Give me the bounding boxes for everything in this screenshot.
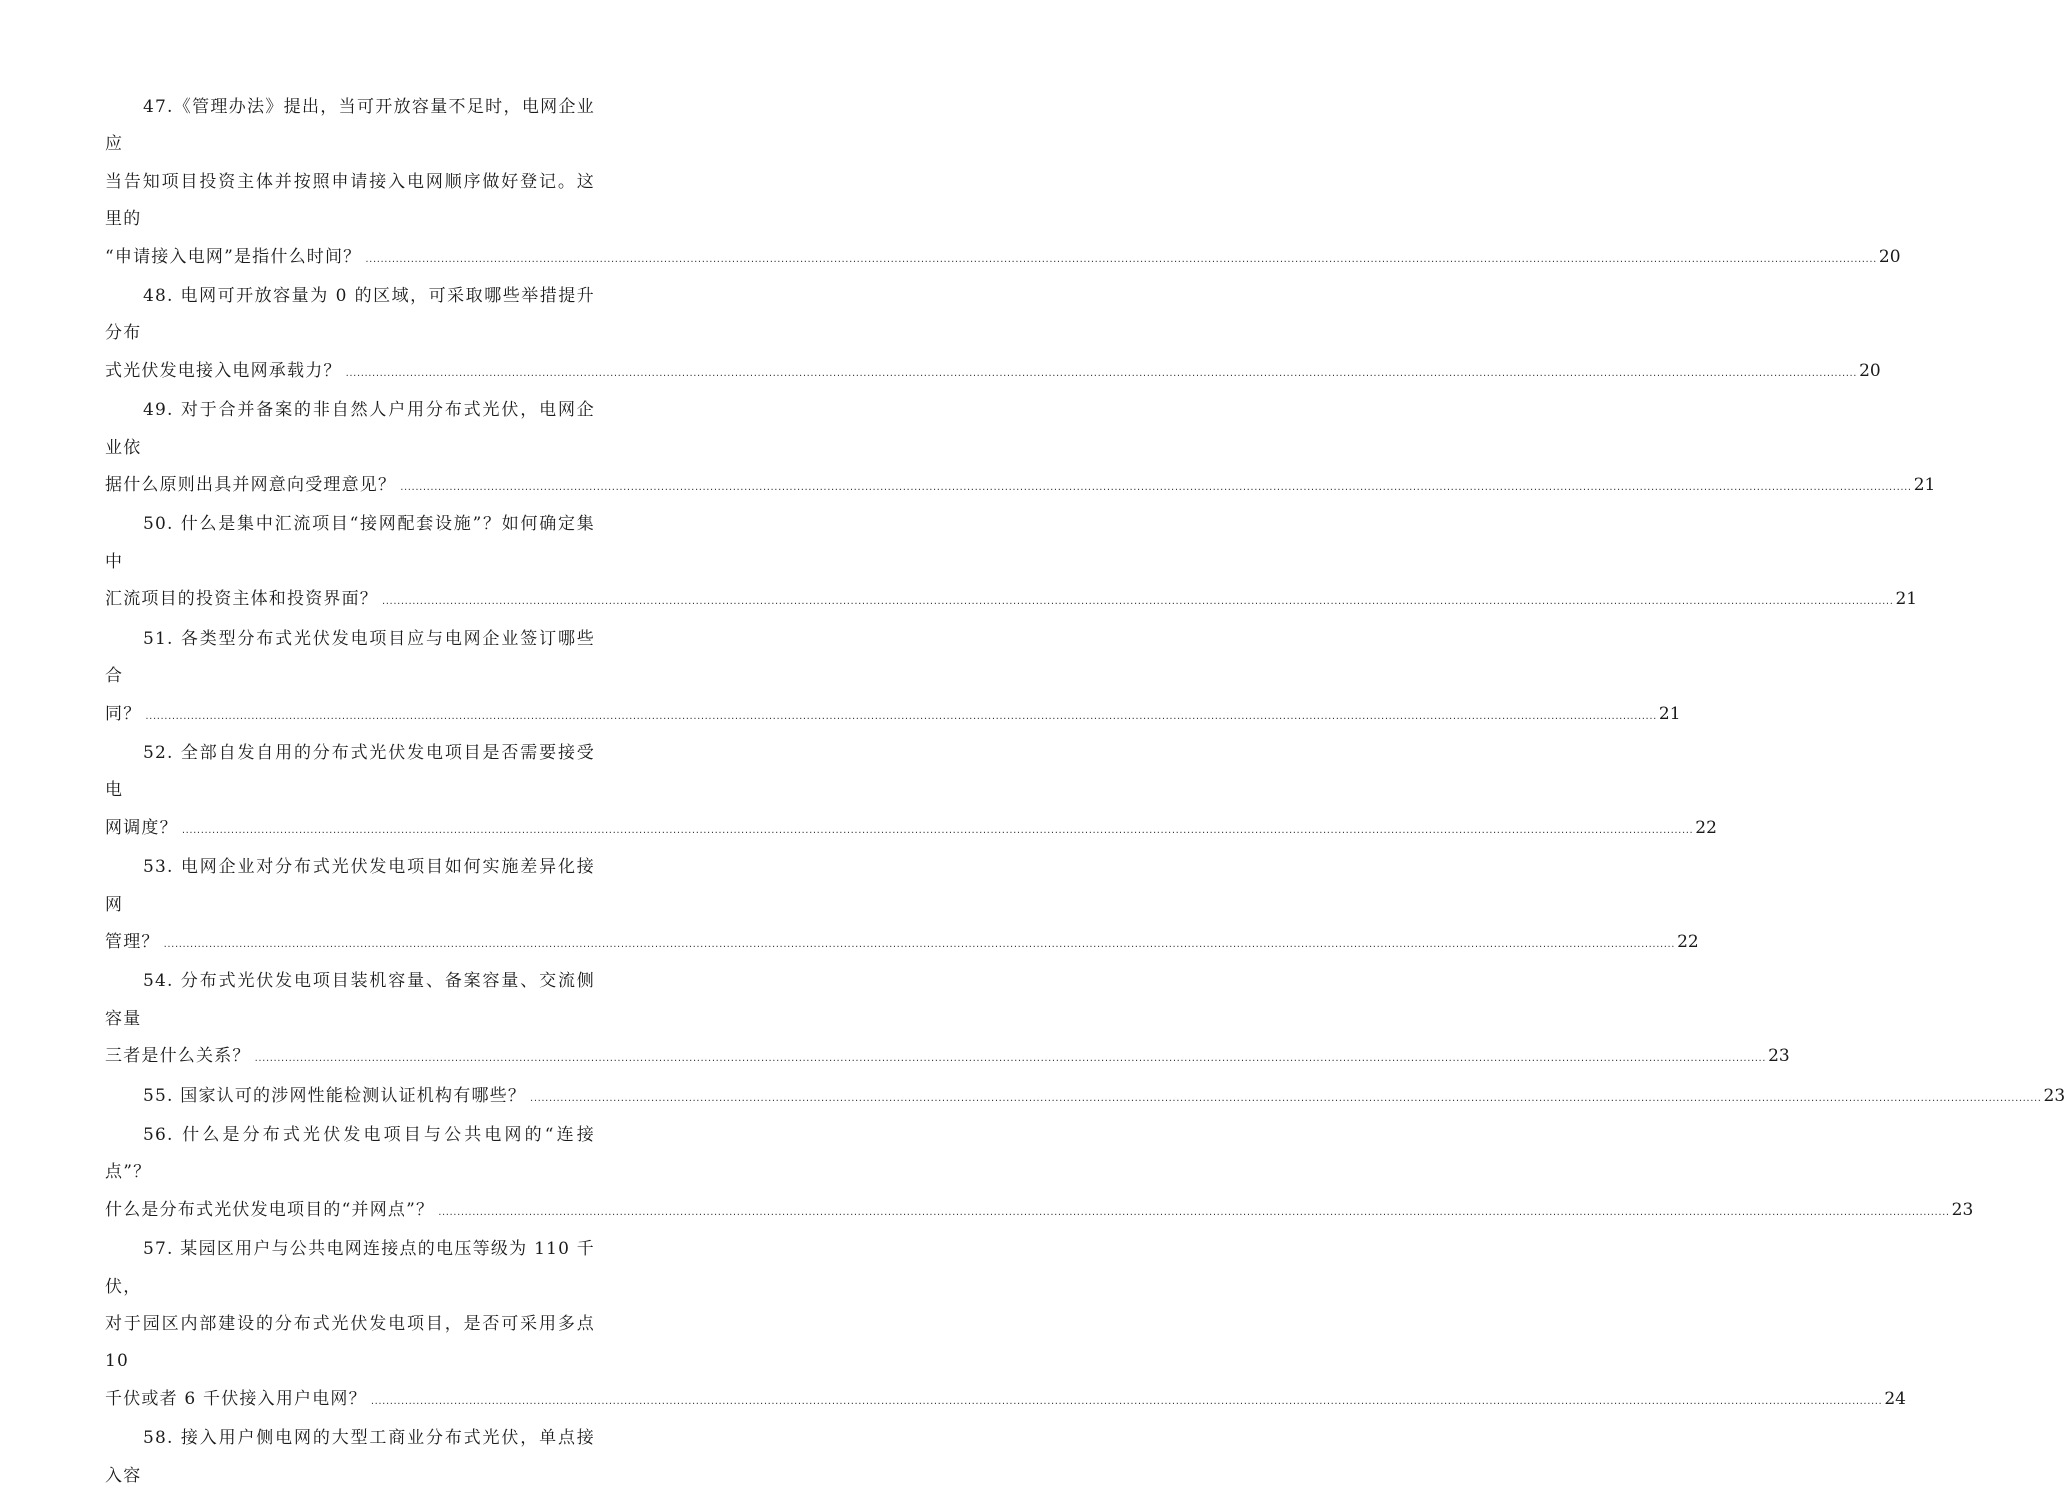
toc-entry[interactable]	[105, 849, 1699, 963]
toc-entry-last-line	[105, 581, 1918, 620]
toc-entry[interactable]	[105, 621, 1681, 735]
toc-entry-text-end: 三者是什么关系？	[105, 1046, 251, 1067]
page-number: 23	[1768, 1046, 1790, 1067]
toc-entry-text-line: 51. 各类型分布式光伏发电项目应与电网企业签订哪些合	[105, 628, 595, 687]
dot-leader: ................................................................................................................................................................................................................................................................................................................................................................................................................	[370, 1395, 1883, 1407]
page-number: 20	[1859, 360, 1881, 381]
toc-entry[interactable]	[105, 506, 1918, 620]
toc-entry-text-line: 49. 对于合并备案的非自然人户用分布式光伏，电网企业依	[105, 400, 595, 458]
toc-entry[interactable]	[105, 1231, 1906, 1420]
toc-entry-text-line: 当告知项目投资主体并按照申请接入电网顺序做好登记。这里的	[105, 171, 595, 230]
toc-entry[interactable]	[105, 278, 1881, 392]
dot-leader: ................................................................................................................................................................................................................................................................................................................................................................................................................	[163, 938, 1676, 950]
dot-leader: ................................................................................................................................................................................................................................................................................................................................................................................................................	[345, 367, 1858, 379]
toc-entry-text-line: 53. 电网企业对分布式光伏发电项目如何实施差异化接网	[105, 857, 595, 915]
page-number: 23	[2043, 1085, 2065, 1106]
toc-entry[interactable]	[105, 89, 1901, 278]
toc-entry-text-end: 网调度？	[105, 817, 178, 838]
toc-entry-last-line	[105, 1038, 1790, 1077]
toc-entry-text-line: 52. 全部自发自用的分布式光伏发电项目是否需要接受电	[105, 742, 595, 801]
dot-leader: ................................................................................................................................................................................................................................................................................................................................................................................................................	[530, 1092, 2042, 1104]
page-number: 21	[1913, 475, 1936, 496]
toc-entry-last-line	[105, 810, 1717, 849]
toc-entry-text-line: 56. 什么是分布式光伏发电项目与公共电网的“连接点”？	[105, 1124, 595, 1183]
page-number: 20	[1878, 246, 1901, 267]
page-number: 21	[1658, 703, 1681, 724]
toc-entry-last-line	[105, 1192, 1974, 1231]
page-number: 24	[1884, 1388, 1906, 1409]
page-number: 22	[1677, 931, 1699, 952]
toc-entry-text-end: 汇流项目的投资主体和投资界面？	[105, 589, 378, 610]
toc-entry-last-line	[105, 467, 1936, 506]
dot-leader: ................................................................................................................................................................................................................................................................................................................................................................................................................	[145, 710, 1657, 722]
toc-entry-text-end: 千伏或者 6 千伏接入用户电网？	[105, 1388, 367, 1409]
toc-entry[interactable]	[105, 392, 1936, 506]
toc-entry[interactable]	[105, 963, 1790, 1077]
toc-entry-text-end: 式光伏发电接入电网承载力？	[105, 360, 342, 381]
toc-entry-text-line: 54. 分布式光伏发电项目装机容量、备案容量、交流侧容量	[105, 971, 595, 1029]
dot-leader: ................................................................................................................................................................................................................................................................................................................................................................................................................	[438, 1206, 1950, 1218]
toc-entry-text-end: 管理？	[105, 931, 160, 952]
toc-entry-text-end: 55. 国家认可的涉网性能检测认证机构有哪些？	[143, 1085, 527, 1106]
page-number: 22	[1695, 817, 1717, 838]
toc-entry[interactable]	[105, 1078, 2065, 1117]
toc-entry-text-end: 同？	[105, 703, 142, 724]
dot-leader: ................................................................................................................................................................................................................................................................................................................................................................................................................	[400, 482, 1912, 494]
toc-entry[interactable]	[105, 1117, 1974, 1231]
toc-entry-last-line	[105, 239, 1901, 278]
dot-leader: ................................................................................................................................................................................................................................................................................................................................................................................................................	[254, 1053, 1767, 1065]
toc-entry-last-line	[105, 1078, 2065, 1117]
page-number: 21	[1895, 589, 1918, 610]
toc-entry-text-end: 据什么原则出具并网意向受理意见？	[105, 475, 397, 496]
dot-leader: ................................................................................................................................................................................................................................................................................................................................................................................................................	[181, 824, 1694, 836]
toc-entry-text-line: 50. 什么是集中汇流项目“接网配套设施”？如何确定集中	[105, 514, 595, 572]
toc-entry-text-line: 48. 电网可开放容量为 0 的区域，可采取哪些举措提升分布	[105, 286, 595, 344]
toc-entry-text-line: 对于园区内部建设的分布式光伏发电项目，是否可采用多点 10	[105, 1314, 595, 1372]
toc-entry-text-end: “申请接入电网”是指什么时间？	[105, 246, 362, 267]
toc-entry-last-line	[105, 353, 1881, 392]
toc-entry-text-line: 47.《管理办法》提出，当可开放容量不足时，电网企业应	[105, 97, 595, 155]
toc-entry[interactable]	[105, 735, 1717, 849]
toc-entry-text-line: 57. 某园区用户与公共电网连接点的电压等级为 110 千伏，	[105, 1239, 595, 1297]
dot-leader: ................................................................................................................................................................................................................................................................................................................................................................................................................	[365, 253, 1877, 265]
toc-entry-last-line	[105, 1381, 1906, 1420]
toc-entry-text-end: 什么是分布式光伏发电项目的“并网点”？	[105, 1199, 435, 1220]
toc-entry[interactable]	[105, 1420, 595, 1495]
toc-entry-text-line: 58. 接入用户侧电网的大型工商业分布式光伏，单点接入容	[105, 1428, 595, 1486]
table-of-contents	[105, 89, 2065, 1495]
page-number: 23	[1951, 1199, 1974, 1220]
toc-entry-last-line	[105, 924, 1699, 963]
dot-leader: ................................................................................................................................................................................................................................................................................................................................................................................................................	[382, 596, 1894, 608]
toc-entry-last-line	[105, 696, 1681, 735]
